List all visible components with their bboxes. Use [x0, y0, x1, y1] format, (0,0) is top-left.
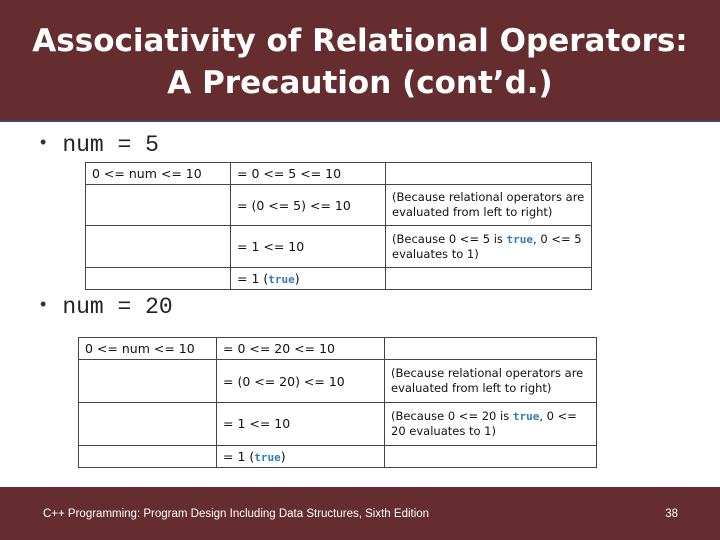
bullet-text: num = 5 [62, 132, 159, 158]
empty-cell [386, 268, 592, 290]
true-keyword: true [512, 409, 540, 423]
true-keyword: true [506, 232, 534, 246]
note-text: (Because 0 <= 5 is [392, 231, 507, 246]
table-row [86, 268, 592, 290]
step-text: = 1 ( [237, 271, 269, 287]
table-row [86, 226, 592, 268]
note-text: (Because 0 <= 20 is [391, 408, 513, 423]
step-cell: = (0 <= 5) <= 10 [231, 184, 386, 226]
note-text: , 0 <= 5 evaluates to 1) [392, 231, 582, 261]
step-cell: = 0 <= 5 <= 10 [231, 163, 386, 185]
bullet-num-20 [40, 294, 173, 320]
page-number: 38 [665, 508, 678, 520]
table-row [79, 360, 597, 403]
note-cell: (Because relational operators are evaluated from left to right) [385, 360, 597, 403]
table-row [86, 184, 592, 226]
step-cell [217, 445, 385, 467]
bullet-text: num = 20 [62, 294, 173, 320]
note-cell [385, 402, 597, 445]
evaluation-table-num-5 [85, 162, 592, 290]
empty-cell [86, 226, 231, 268]
title-bar [0, 0, 720, 122]
empty-cell [385, 445, 597, 467]
step-text: ) [294, 271, 300, 287]
step-cell [231, 268, 386, 290]
footer-bar [0, 487, 720, 540]
note-text: , 0 <= 20 evaluates to 1) [391, 408, 577, 438]
note-cell [386, 163, 592, 185]
table-row [79, 402, 597, 445]
step-cell: = 1 <= 10 [217, 402, 385, 445]
note-cell [386, 226, 592, 268]
note-cell: (Because relational operators are evaluated from left to right) [386, 184, 592, 226]
step-cell: = 0 <= 20 <= 10 [217, 338, 385, 360]
table-row [79, 338, 597, 360]
table-row [79, 445, 597, 467]
empty-cell [79, 445, 217, 467]
footer-text: C++ Programming: Program Design Including Data Structures, Sixth Edition [43, 508, 430, 520]
empty-cell [86, 184, 231, 226]
true-keyword: true [268, 273, 295, 287]
note-cell [385, 338, 597, 360]
slide-title [0, 20, 720, 104]
step-cell: = 1 <= 10 [231, 226, 386, 268]
bullet-dot-icon: • [40, 132, 47, 152]
empty-cell [86, 268, 231, 290]
bullet-num-5 [40, 132, 159, 158]
empty-cell [79, 360, 217, 403]
step-text: ) [280, 448, 286, 464]
step-text: = 1 ( [223, 448, 255, 464]
evaluation-table-num-20 [78, 337, 597, 468]
slide-title-line-1: Associativity of Relational Operators: [32, 23, 688, 59]
expression-cell: 0 <= num <= 10 [79, 338, 217, 360]
expression-cell: 0 <= num <= 10 [86, 163, 231, 185]
empty-cell [79, 402, 217, 445]
table-row [86, 163, 592, 185]
bullet-dot-icon: • [40, 294, 47, 314]
true-keyword: true [254, 450, 281, 464]
step-cell: = (0 <= 20) <= 10 [217, 360, 385, 403]
slide-title-line-2: A Precaution (cont’d.) [167, 65, 553, 101]
